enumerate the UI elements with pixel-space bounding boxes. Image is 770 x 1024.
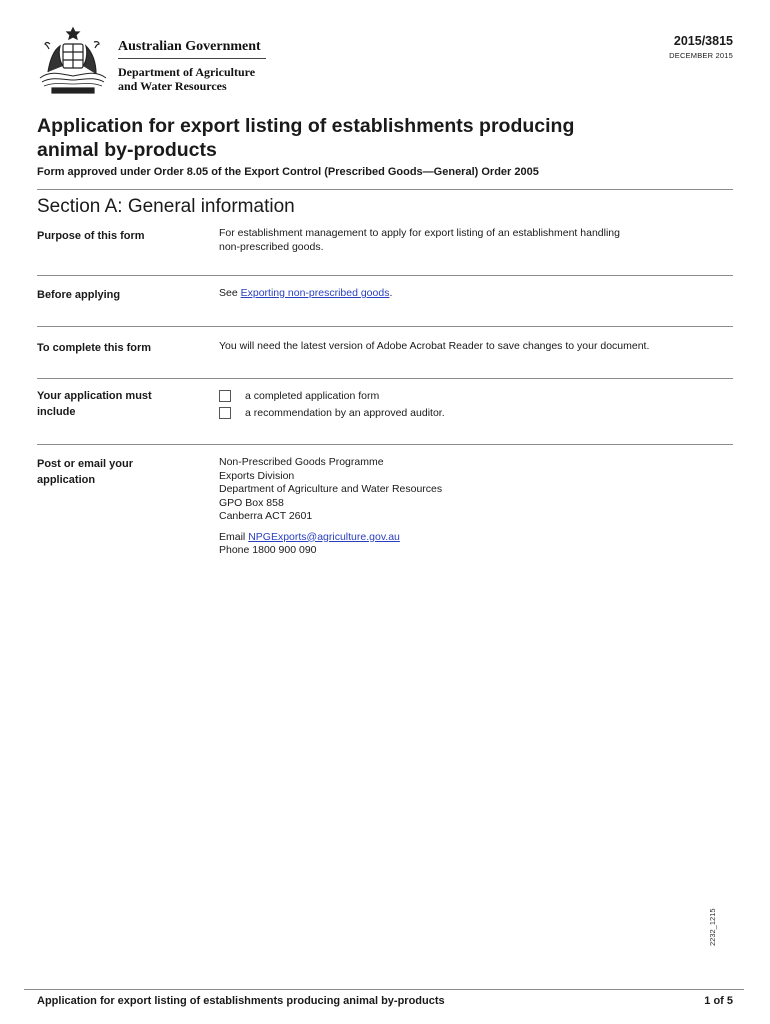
divider [37,326,733,327]
divider [37,275,733,276]
checklist-item-label: a completed application form [245,390,380,402]
phone-line: Phone 1800 900 090 [219,544,317,556]
checklist-item-label: a recommendation by an approved auditor. [245,407,445,419]
email-prefix: Email [219,530,249,543]
page-number: 1 of 5 [704,995,733,1007]
before-applying-text [219,287,719,301]
purpose-text-line1: For establishment management to apply for export listing of an establishment handling [219,227,620,239]
document-title-line2: animal by-products [37,139,217,161]
purpose-text [219,227,719,254]
auditor-recommendation-checkbox[interactable] [219,407,231,419]
checklist-item-auditor-recommendation [219,407,445,419]
document-title [37,114,597,162]
footer-divider [24,989,744,990]
divider [37,378,733,379]
to-complete-text: You will need the latest version of Adobe Acrobat Reader to save changes to your document. [219,340,650,352]
government-name: Australian Government [118,39,261,54]
address-line: GPO Box 858 [219,496,284,509]
department-name-line2: and Water Resources [118,79,227,93]
form-number: 2015/3815 [673,34,733,48]
postal-address [219,456,719,558]
document-title-line1: Application for export listing of establishments producing [37,115,575,137]
address-line: Department of Agriculture and Water Resources [219,483,443,495]
to-complete-label: To complete this form [37,342,152,354]
email-link[interactable]: NPGExports@agriculture.gov.au [248,530,400,543]
address-line: Canberra ACT 2601 [219,510,313,522]
coat-of-arms-logo [36,24,110,96]
form-date: DECEMBER 2015 [669,51,733,60]
before-applying-suffix: . [389,287,393,299]
purpose-text-line2: non-prescribed goods. [219,240,324,253]
exporting-non-prescribed-goods-link[interactable]: Exporting non-prescribed goods [240,287,390,299]
document-subtitle: Form approved under Order 8.05 of the Export Control (Prescribed Goods—General) Order 2005 [37,166,539,178]
application-include-label-line1: Your application must [37,390,152,402]
application-form-checkbox[interactable] [219,390,231,402]
before-applying-label: Before applying [37,289,121,301]
section-a-heading: Section A: General information [37,196,295,217]
post-or-email-label-line2: application [37,474,96,486]
post-or-email-label [37,456,197,488]
divider [37,444,733,445]
form-side-code: 2232_1215 [708,908,717,946]
address-line: Non-Prescribed Goods Programme [219,456,384,468]
before-applying-prefix: See [219,287,241,299]
application-include-label-line2: include [37,406,76,418]
application-include-label [37,388,197,420]
footer-title: Application for export listing of establishments producing animal by-products [37,995,445,1007]
department-name-line1: Department of Agriculture [118,65,256,79]
checklist-item-application-form [219,390,379,402]
divider [37,189,733,190]
email-line [219,531,719,545]
post-or-email-label-line1: Post or email your [37,458,133,470]
address-line: Exports Division [219,469,295,482]
header-divider [118,58,266,59]
purpose-label: Purpose of this form [37,230,145,242]
